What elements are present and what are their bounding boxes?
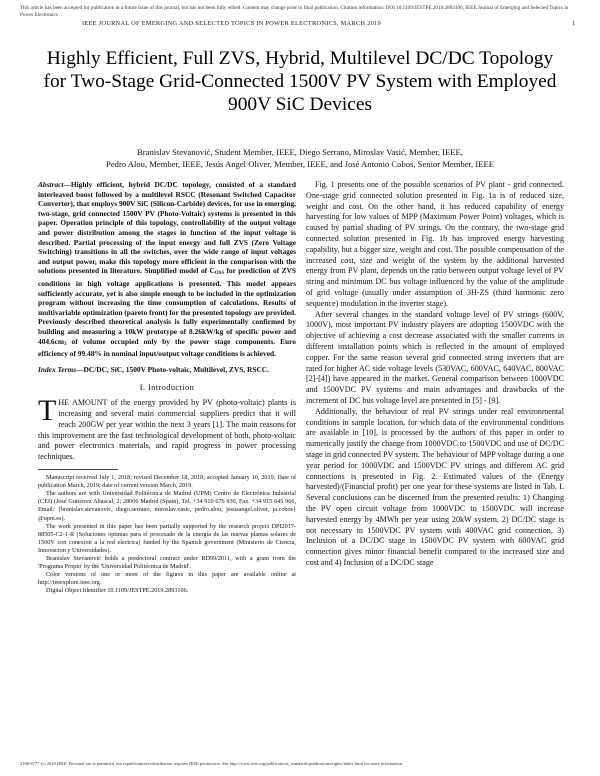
paper-title: Highly Efficient, Full ZVS, Hybrid, Multilevel DC/DC Topology for Two-Stage Grid-Connected 1500V PV System with Employed 900V SiC Devices [43,48,557,115]
footnote-doi: Digital Object Identifier 10.1109/JESTPE.2019.2893106. [46,587,189,595]
intro-paragraph [38,394,296,463]
body-paragraph: After several changes in the standard voltage level of PV strings (600V, 1000V), most important PV industry players are adopting 1500VDC with the objective of achieving a cost decrease associated with the smaller currents in different installation points which is reflected in the amount of employed copper. For the same reason several grid connected string inverters that are rated for higher AC side voltage levels (530VAC, 600VAC, 640VAC, 800VAC [2]-[4]) have appeared in the market. General comparison between 1000VDC and 1500VDC PV systems and main advantages and drawbacks of the increment of DC bus voltage level are presented in [5] - [9]. [306,309,564,405]
footnote-affiliation: The authors are with Universidad Politécnica de Madrid (UPM) Centro de Electrónica Industrial (CEI) (José Gutiérrez Abascal, 2; 28006 Madrid (Spain), Tel. +34 910 676 930, Fax. +34 915 645 966, Email: {branislav.stevanovic, diego.serrano, miroslav.vasic, pedro.alou, jesusangel.oliver, ja.cobos} @upm.es). [38,490,296,522]
left-column [38,180,296,595]
drop-cap: T [38,394,57,428]
author-list [28,146,572,170]
section-heading-introduction: I. Introduction [139,383,195,393]
footnote-grant: Branislav Stevanović holds a predoctoral contract under RD99/2011, with a grant from the 'Programa Propio' by the 'Universidad Politécnica de Madrid'. [38,555,296,571]
abstract-text-c: of volume occupied only by the power stage components. Euro efficiency of 99.48% in nominal input/output voltage conditions is achieved. [38,336,296,359]
footnote-rule [38,469,118,470]
body-paragraph: Additionally, the behaviour of real PV strings under real environmental conditions in sample location, for which data of the environmental conditions are available in [10], is processed by the authors of this paper in order to numerically justify the change from 1000VDC to 1500VDC and use of DC/DC stage in grid connected PV system. The behaviour of MPP voltage during a one year period for 1000VDC and 1500VDC PV strings and different AC grid connections is presented in Fig. 2. Estimated values of the (Energy harvested)/(Financial profit) per one year for these systems are listed in Tab. I. Several conclusions can be discerned from the presented results: 1) Changing the PV open circuit voltage from 1000VDC to 1500VDC will increase harvested energy by 4MWh per year using 20kW system, 2) DC/DC stage is not necessary in 1500VDC PV system with 400VAC grid connection, 3) Inclusion of a DC/DC stage in 1500VDC PV system with 600VAC grid connection gives minor financial benefit compared to the increased size and cost and 4) Inclusion of a DC/DC stage [306,406,564,567]
abstract-lead: Abstract— [38,180,71,189]
abstract [38,180,296,359]
acceptance-note: This article has been accepted for publication in a future issue of this journal, but has not been fully edited. Content may change prior to final publication. Citation information: DOI 10.1109/JESTPE.2019.2893106, IEEE Journal of Emerging and Selected Topics in Power Electronics [20,5,569,19]
index-terms-text: —DC/DC, SiC, 1500V Photo-voltaic, Multilevel, ZVS, RSCC. [76,364,269,374]
footnote-color-versions: Color versions of one or more of the figures in this paper are available online at http://ieeexplore.ieee.org. [38,571,296,587]
author-line-1: Branislav Stevanović, Student Member, IEEE, Diego Serrano, Miroslav Vasić, Member, IEEE, [137,147,463,157]
right-column [306,180,564,569]
author-line-2: Pedro Alou, Member, IEEE, Jesús Angel Oliver, Member, IEEE, and José Antonio Cobos, Senior Member, IEEE [106,159,494,169]
journal-running-head: IEEE JOURNAL OF EMERGING AND SELECTED TOPICS IN POWER ELECTRONICS, MARCH 2019 [82,20,381,27]
index-terms [38,365,296,375]
abstract-superscript: 3 [64,341,67,347]
abstract-subscript: OSS [214,271,224,277]
index-terms-lead: Index Terms [38,364,77,374]
copyright-footer: 2168-6777 (c) 2018 IEEE. Personal use is permitted, but republication/redistribution requires IEEE permission. See http://www.ieee.org/publications_standards/publications/rights/index.html for more information. [20,761,404,766]
footnote-manuscript: Manuscript received July 1, 2018; revised December 18, 2018; accepted January 10, 2019. Date of publication March, 2019; date of current version March, 2019. [38,474,296,490]
abstract-text-b: for prediction of ZVS conditions in high voltage applications is presented. This model appears sufficiently accurate, yet is also simple enough to be included in the optimization program without increasing the time consumption of calculations. Results of multivariable optimization (pareto front) for the presented topology are provided. Previously described theoretical analysis is fully experimentally confirmed by building and measuring a 10kW prototype of 8.26kW/kg of specific power and 404.6cm [38,266,297,346]
footnote-funding: The work presented in this paper has been partially supported by the research project DPI2017-88505-C2-1-R (Soluciones optimas para el procesado de la energía de las nuevas plantas solares de 1500V con conexion a la red electrica) funded by the Spanish government (Ministerio de Ciencia, Innovacion y Universidades). [38,522,296,554]
intro-text: HE AMOUNT of the energy provided by PV (photo-voltaic) plants is increasing and several main commercial suppliers predict that it will reach 200GW per year within the next 3 years [1]. The main reasons for this improvement are the fast technological development of both, photo-voltaic and power electronics materials, and rapid progress in power processing techniques. [38,398,296,462]
abstract-text-a: Highly efficient, hybrid DC/DC topology, consisted of a standard interleaved boost followed by a multilevel RSCC (Resonant Switched Capacitor Converter), that employs 900V SiC (Silicon-Carbide) devices, for use in emerging, two-stage, grid connected 1500V PV (Photo-Voltaic) systems is presented in this paper. Operation principle of this topology, controllability of the output voltage and power distribution among the stages in function of the input voltage is described. Partial processing of the input energy and full ZVS (Zero Voltage Switching) transitions in all the switches, over the wide range of input voltages and output power, make this topology more efficient in the comparison with the solutions presented in literature. Simplified model of C [38,180,296,276]
page-number: 1 [572,20,576,27]
body-paragraph: Fig. 1 presents one of the possible scenarios of PV plant - grid connected. One-stage grid connected solution presented in Fig. 1a is of reduced size, weight and cost. On the other hand, it has reduced capability of energy harvesting for low values of MPP (Maximum Power Point) voltages, which is caused by partial shading of PV strings. On the contrary, the two-stage grid connected solution presented in Fig. 1b has improved energy harvesting capability, but a bigger size, weight and cost. The possible compensation of the increased cost, size and weight of the system by the additional harvested energy from PV plant, depends on the ratio between output voltage level of PV string and minimum DC bus voltage influenced by the value of the amplitude of grid voltage (usually under assumption of 3H-ZS (third harmonic zero sequence) modulation in the inverter stage). [306,180,564,308]
